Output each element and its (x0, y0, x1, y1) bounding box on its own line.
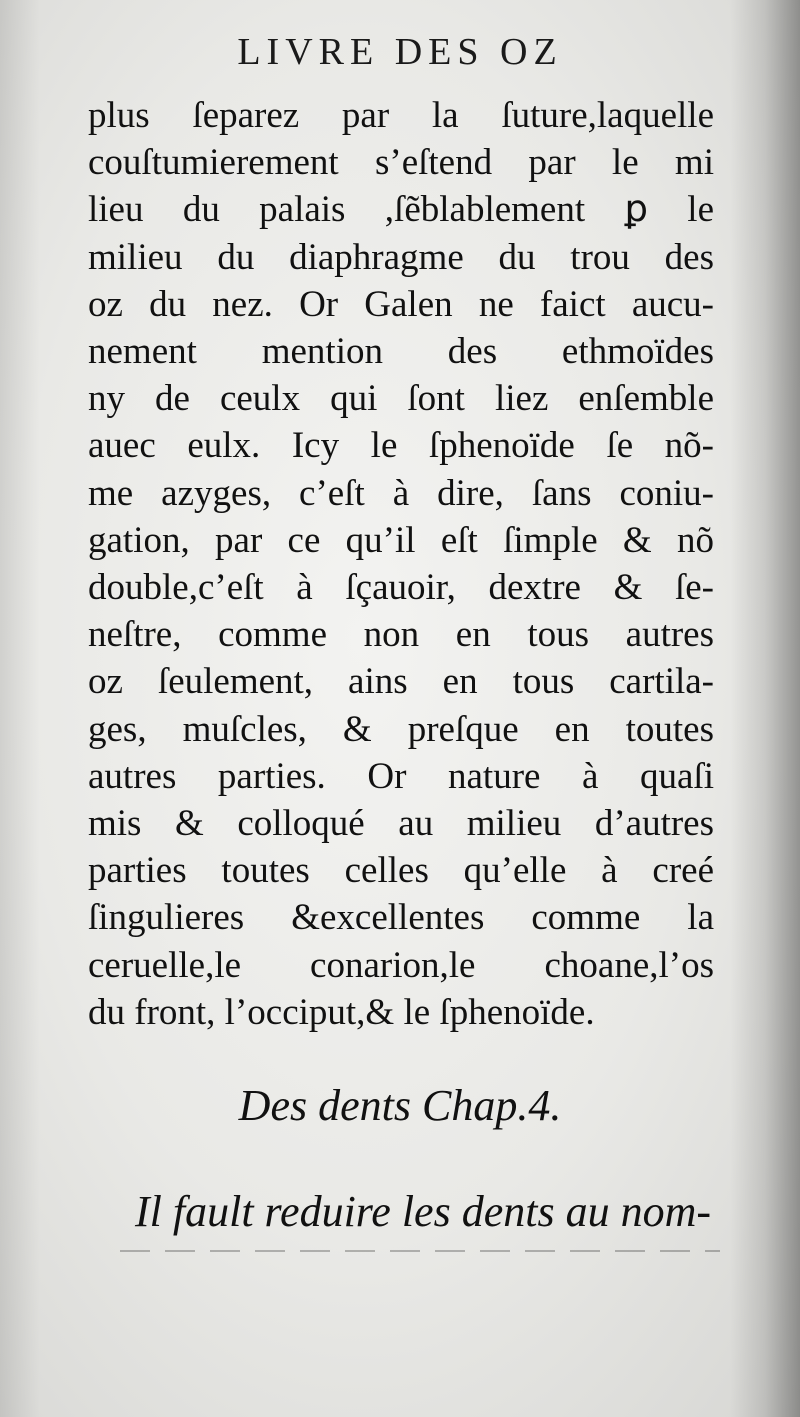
text-line: nement mention des ethmoïdes (88, 331, 714, 373)
text-line: double,c’eſt à ſçauoir, dextre & ſe- (88, 567, 714, 609)
text-line: oz ſeulement, ains en tous cartila- (88, 661, 714, 703)
text-line: lieu du palais ,ſẽblablement ꝑ le (88, 189, 714, 231)
text-line: ny de ceulx qui ſont liez enſemble (88, 378, 714, 420)
text-line: gation, par ce qu’il eſt ſimple & nõ (88, 519, 714, 561)
page-edge-shadow (730, 0, 800, 1417)
running-head: LIVRE DES OZ (237, 31, 563, 73)
text-line: neſtre, comme non en tous autres (88, 614, 714, 656)
text-line: couſtumierement s’eſtend par le mi (88, 142, 714, 184)
text-line: oz du nez. Or Galen ne faict aucu- (88, 283, 714, 325)
page-left-shading (0, 0, 40, 1417)
show-through-rule (120, 1250, 720, 1252)
text-line: auec eulx. Icy le ſphenoïde ſe nõ- (88, 425, 714, 467)
text-line: ſingulieres &excellentes comme la (88, 897, 714, 939)
text-line: autres parties. Or nature à quaſi (88, 755, 714, 797)
text-line: mis & colloqué au milieu d’autres (88, 803, 714, 845)
text-line: plus ſeparez par la ſuture,laquelle (88, 95, 714, 136)
chapter-heading: Des dents Chap.4. (238, 1081, 562, 1130)
chapter-first-line: Il fault reduire les dents au nom- (135, 1187, 711, 1236)
text-line: ges, muſcles, & preſque en toutes (88, 708, 714, 750)
text-line: milieu du diaphragme du trou des (88, 236, 714, 278)
text-line: parties toutes celles qu’elle à creé (88, 850, 714, 892)
body-text (88, 92, 714, 1036)
text-line: me azyges, c’eſt à dire, ſans coniu- (88, 472, 714, 514)
text-line: du front, l’occiput,& le ſphenoïde. (88, 991, 595, 1033)
text-line: ceruelle,le conarion,le choane,l’os (88, 944, 714, 986)
